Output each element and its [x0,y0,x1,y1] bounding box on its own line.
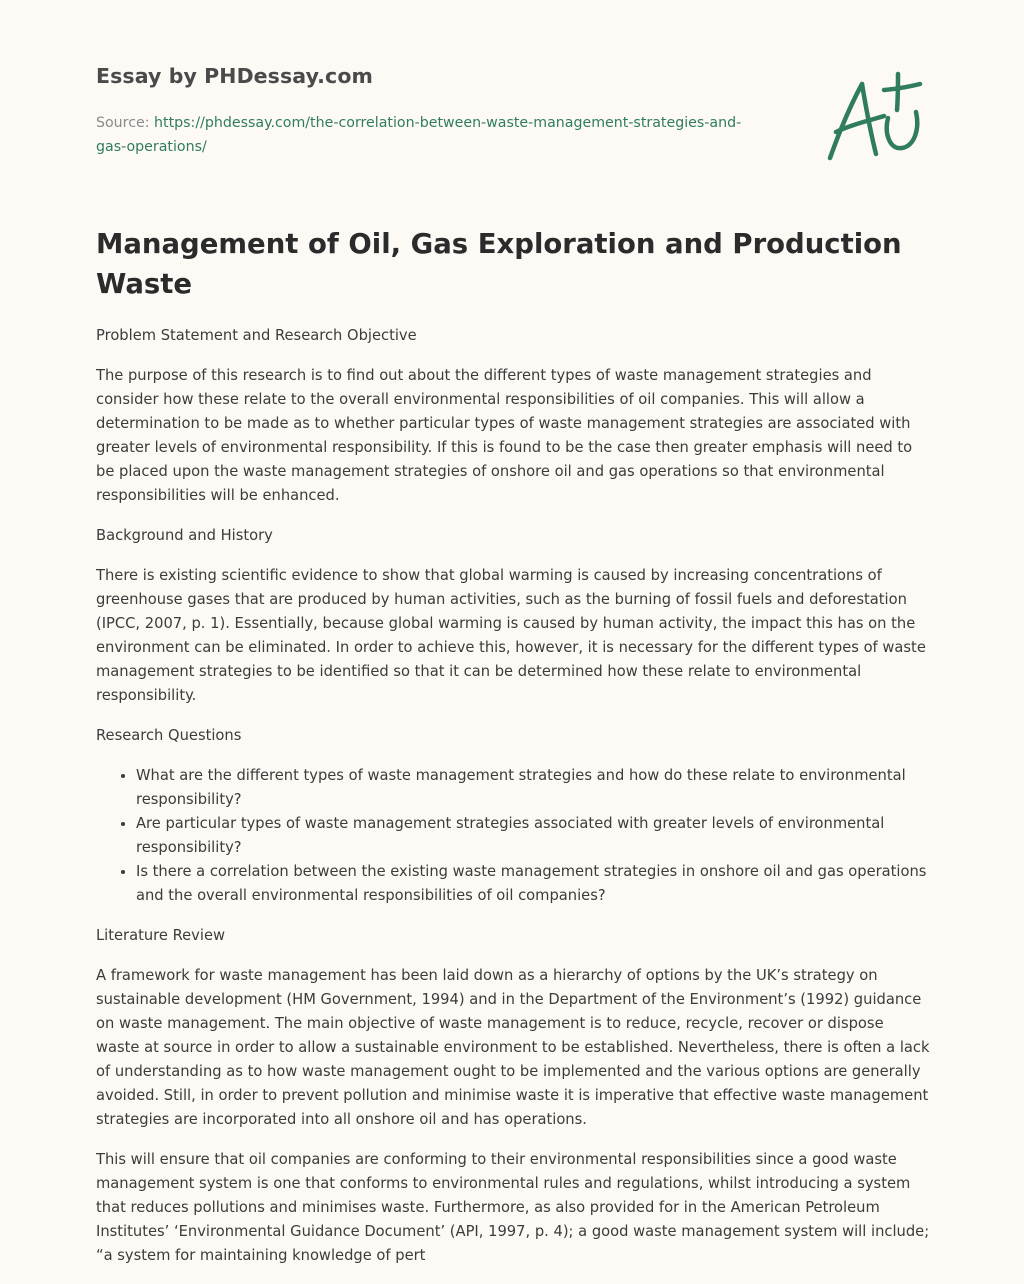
site-title: Essay by PHDessay.com [96,64,373,88]
section-heading-literature: Literature Review [96,927,225,944]
list-item: • Are particular types of waste management strategies associated with greater levels of environmental responsibility? [136,812,930,860]
essay-body [96,324,930,1284]
a-plus-logo-icon [818,68,928,168]
section-heading-background: Background and History [96,527,273,544]
section-heading-problem: Problem Statement and Research Objective [96,327,417,344]
section-heading-questions: Research Questions [96,727,242,744]
paragraph-literature-1: A framework for waste management has been laid down as a hierarchy of options by the UK’s strategy on sustainable development (HM Government, 1994) and in the Department of the Environment’s (1992) guidance on waste management. The main objective of waste management is to reduce, recycle, recover or dispose waste at source in order to allow a sustainable environment to be established. Nevertheless, there is often a lack of understanding as to how waste management ought to be implemented and the various options are generally avoided. Still, in order to prevent pollution and minimise waste it is imperative that effective waste management strategies are incorporated into all onshore oil and has operations. [96,967,930,1128]
research-questions-list [96,764,930,908]
paragraph-problem: The purpose of this research is to find out about the different types of waste management strategies and consider how these relate to the overall environmental responsibilities of oil companies. This will allow a determination to be made as to whether particular types of waste management strategies are associated with greater levels of environmental responsibility. If this is found to be the case then greater emphasis will need to be placed upon the waste management strategies of onshore oil and gas operations so that environmental responsibilities will be enhanced. [96,367,913,504]
source-label: Source: [96,115,150,131]
list-item: • Is there a correlation between the existing waste management strategies in onshore oil and gas operations and the overall environmental responsibilities of oil companies? [136,860,930,908]
list-item: • What are the different types of waste management strategies and how do these relate to environmental responsibility? [136,764,930,812]
essay-title: Management of Oil, Gas Exploration and Production Waste [96,228,902,300]
paragraph-background: There is existing scientific evidence to show that global warming is caused by increasing concentrations of greenhouse gases that are produced by human activities, such as the burning of fossil fuels and deforestation (IPCC, 2007, p. 1). Essentially, because global warming is caused by human activity, the impact this has on the environment can be eliminated. In order to achieve this, however, it is necessary for the different types of waste management strategies to be identified so that it can be determined how these relate to environmental responsibility. [96,567,926,704]
source-link[interactable]: https://phdessay.com/the-correlation-between-waste-management-strategies-and-gas-operations/ [96,115,742,155]
source-line [96,111,756,159]
paragraph-literature-2: This will ensure that oil companies are conforming to their environmental responsibilities since a good waste management system is one that conforms to environmental rules and regulations, whilst introducing a system that reduces pollutions and minimises waste. Furthermore, as also provided for in the American Petroleum Institutes’ ‘Environmental Guidance Document’ (API, 1997, p. 4); a good waste management system will include; “a system for maintaining knowledge of pert [96,1151,930,1264]
